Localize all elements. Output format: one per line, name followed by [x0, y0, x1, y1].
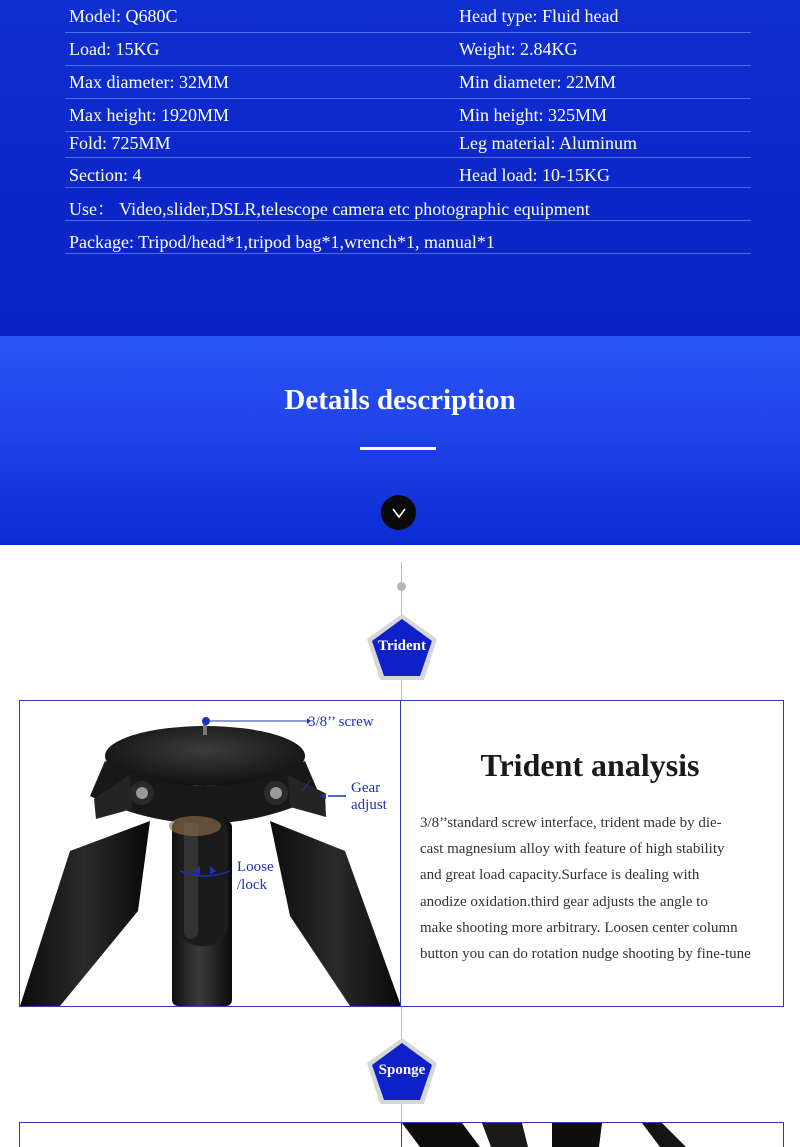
scroll-down-button[interactable] [381, 495, 416, 530]
screw-callout: 3/8’’ screw [308, 714, 374, 730]
spec-row [65, 66, 751, 99]
spec-model: Model: Q680C [69, 6, 178, 26]
trident-analysis-title: Trident analysis [480, 747, 700, 783]
gear-callout-line2: adjust [351, 797, 387, 813]
spec-row [65, 158, 751, 188]
body-line: button you can do rotation nudge shooting by fine-tune [420, 946, 751, 963]
body-line: cast magnesium alloy with feature of high stability [420, 841, 725, 858]
spec-use: Use： Video,slider,DSLR,telescope camera etc photographic equipment [69, 199, 590, 219]
spec-head-type: Head type: Fluid head [459, 6, 619, 26]
spec-section [0, 0, 800, 336]
gear-callout-line1: Gear [351, 780, 381, 796]
spec-row [65, 128, 751, 158]
trident-badge [365, 612, 439, 682]
sponge-leg-illustration [402, 1123, 784, 1147]
spec-max-diameter: Max diameter: 32MM [69, 72, 229, 92]
spec-row [65, 188, 751, 221]
spec-min-diameter: Min diameter: 22MM [459, 72, 616, 92]
spec-max-height: Max height: 1920MM [69, 105, 229, 125]
chevron-down-icon [391, 507, 407, 519]
spec-row [65, 221, 751, 254]
body-line: anodize oxidation.third gear adjusts the angle to [420, 893, 708, 910]
loose-callout-line1: Loose [237, 859, 274, 875]
tripod-head-illustration [20, 701, 401, 1006]
spec-row [65, 0, 751, 33]
sponge-badge-label: Sponge [378, 1062, 426, 1078]
body-line: make shooting more arbitrary. Loosen center column [420, 919, 738, 936]
details-title: Details description [284, 384, 516, 416]
spec-min-height: Min height: 325MM [459, 105, 608, 125]
body-line: 3/8’’standard screw interface, trident made by die- [420, 815, 722, 831]
spec-row [65, 33, 751, 66]
sponge-card [19, 1122, 784, 1147]
trident-analysis-body [420, 810, 782, 967]
trident-badge-label: Trident [377, 638, 427, 654]
spec-load: Load: 15KG [69, 39, 160, 59]
spec-package: Package: Tripod/head*1,tripod bag*1,wrench*1, manual*1 [69, 232, 495, 252]
title-underline [360, 447, 436, 450]
sponge-photo [401, 1123, 784, 1147]
spec-leg-material: Leg material: Aluminum [459, 133, 637, 153]
spec-fold: Fold: 725MM [69, 133, 171, 153]
trident-card [19, 700, 784, 1007]
sponge-badge [365, 1036, 439, 1106]
loose-callout-line2: /lock [237, 877, 267, 893]
trident-photo [20, 701, 401, 1006]
details-banner [0, 336, 800, 545]
spec-head-load: Head load: 10-15KG [459, 165, 610, 185]
spec-weight: Weight: 2.84KG [459, 39, 578, 59]
timeline-dot [397, 582, 406, 591]
spec-section: Section: 4 [69, 165, 142, 185]
body-line: and great load capacity.Surface is dealing with [420, 867, 700, 884]
